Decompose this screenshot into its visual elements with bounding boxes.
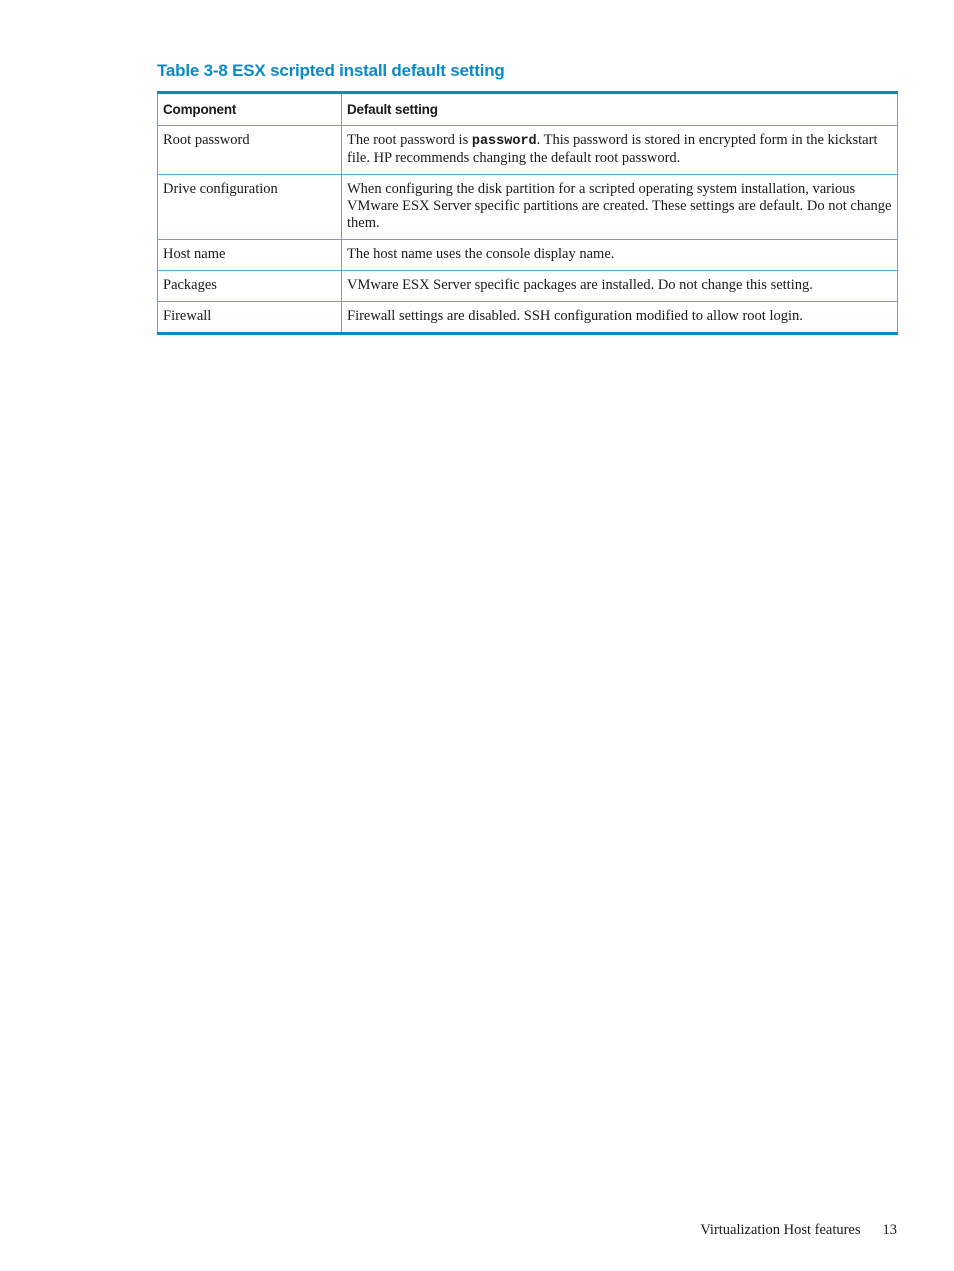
footer-section-title: Virtualization Host features	[700, 1222, 861, 1238]
column-header-component: Component	[158, 93, 342, 126]
table-row	[158, 302, 898, 334]
component-cell: Root password	[158, 126, 342, 175]
table-row	[158, 240, 898, 271]
component-cell: Host name	[158, 240, 342, 271]
setting-cell: The host name uses the console display name.	[342, 240, 898, 271]
setting-cell	[342, 126, 898, 175]
page-footer	[600, 1222, 897, 1239]
table-header-row	[158, 93, 898, 126]
setting-text: . This password is stored in encrypted form in the kickstart file. HP recommends changing the default root password.	[347, 132, 878, 166]
setting-cell: When configuring the disk partition for a scripted operating system installation, various VMware ESX Server specific partitions are created. These settings are default. Do not change them.	[342, 175, 898, 240]
default-settings-table	[157, 91, 898, 335]
column-header-default-setting: Default setting	[342, 93, 898, 126]
table-row	[158, 126, 898, 175]
page-number: 13	[882, 1222, 897, 1238]
table-title: Table 3-8 ESX scripted install default setting	[157, 61, 505, 80]
setting-cell: VMware ESX Server specific packages are installed. Do not change this setting.	[342, 271, 898, 302]
setting-text: The root password is	[347, 132, 472, 148]
component-cell: Drive configuration	[158, 175, 342, 240]
inline-code: password	[471, 134, 537, 149]
table-row	[158, 175, 898, 240]
component-cell: Firewall	[158, 302, 342, 334]
component-cell: Packages	[158, 271, 342, 302]
setting-cell: Firewall settings are disabled. SSH configuration modified to allow root login.	[342, 302, 898, 334]
table-row	[158, 271, 898, 302]
